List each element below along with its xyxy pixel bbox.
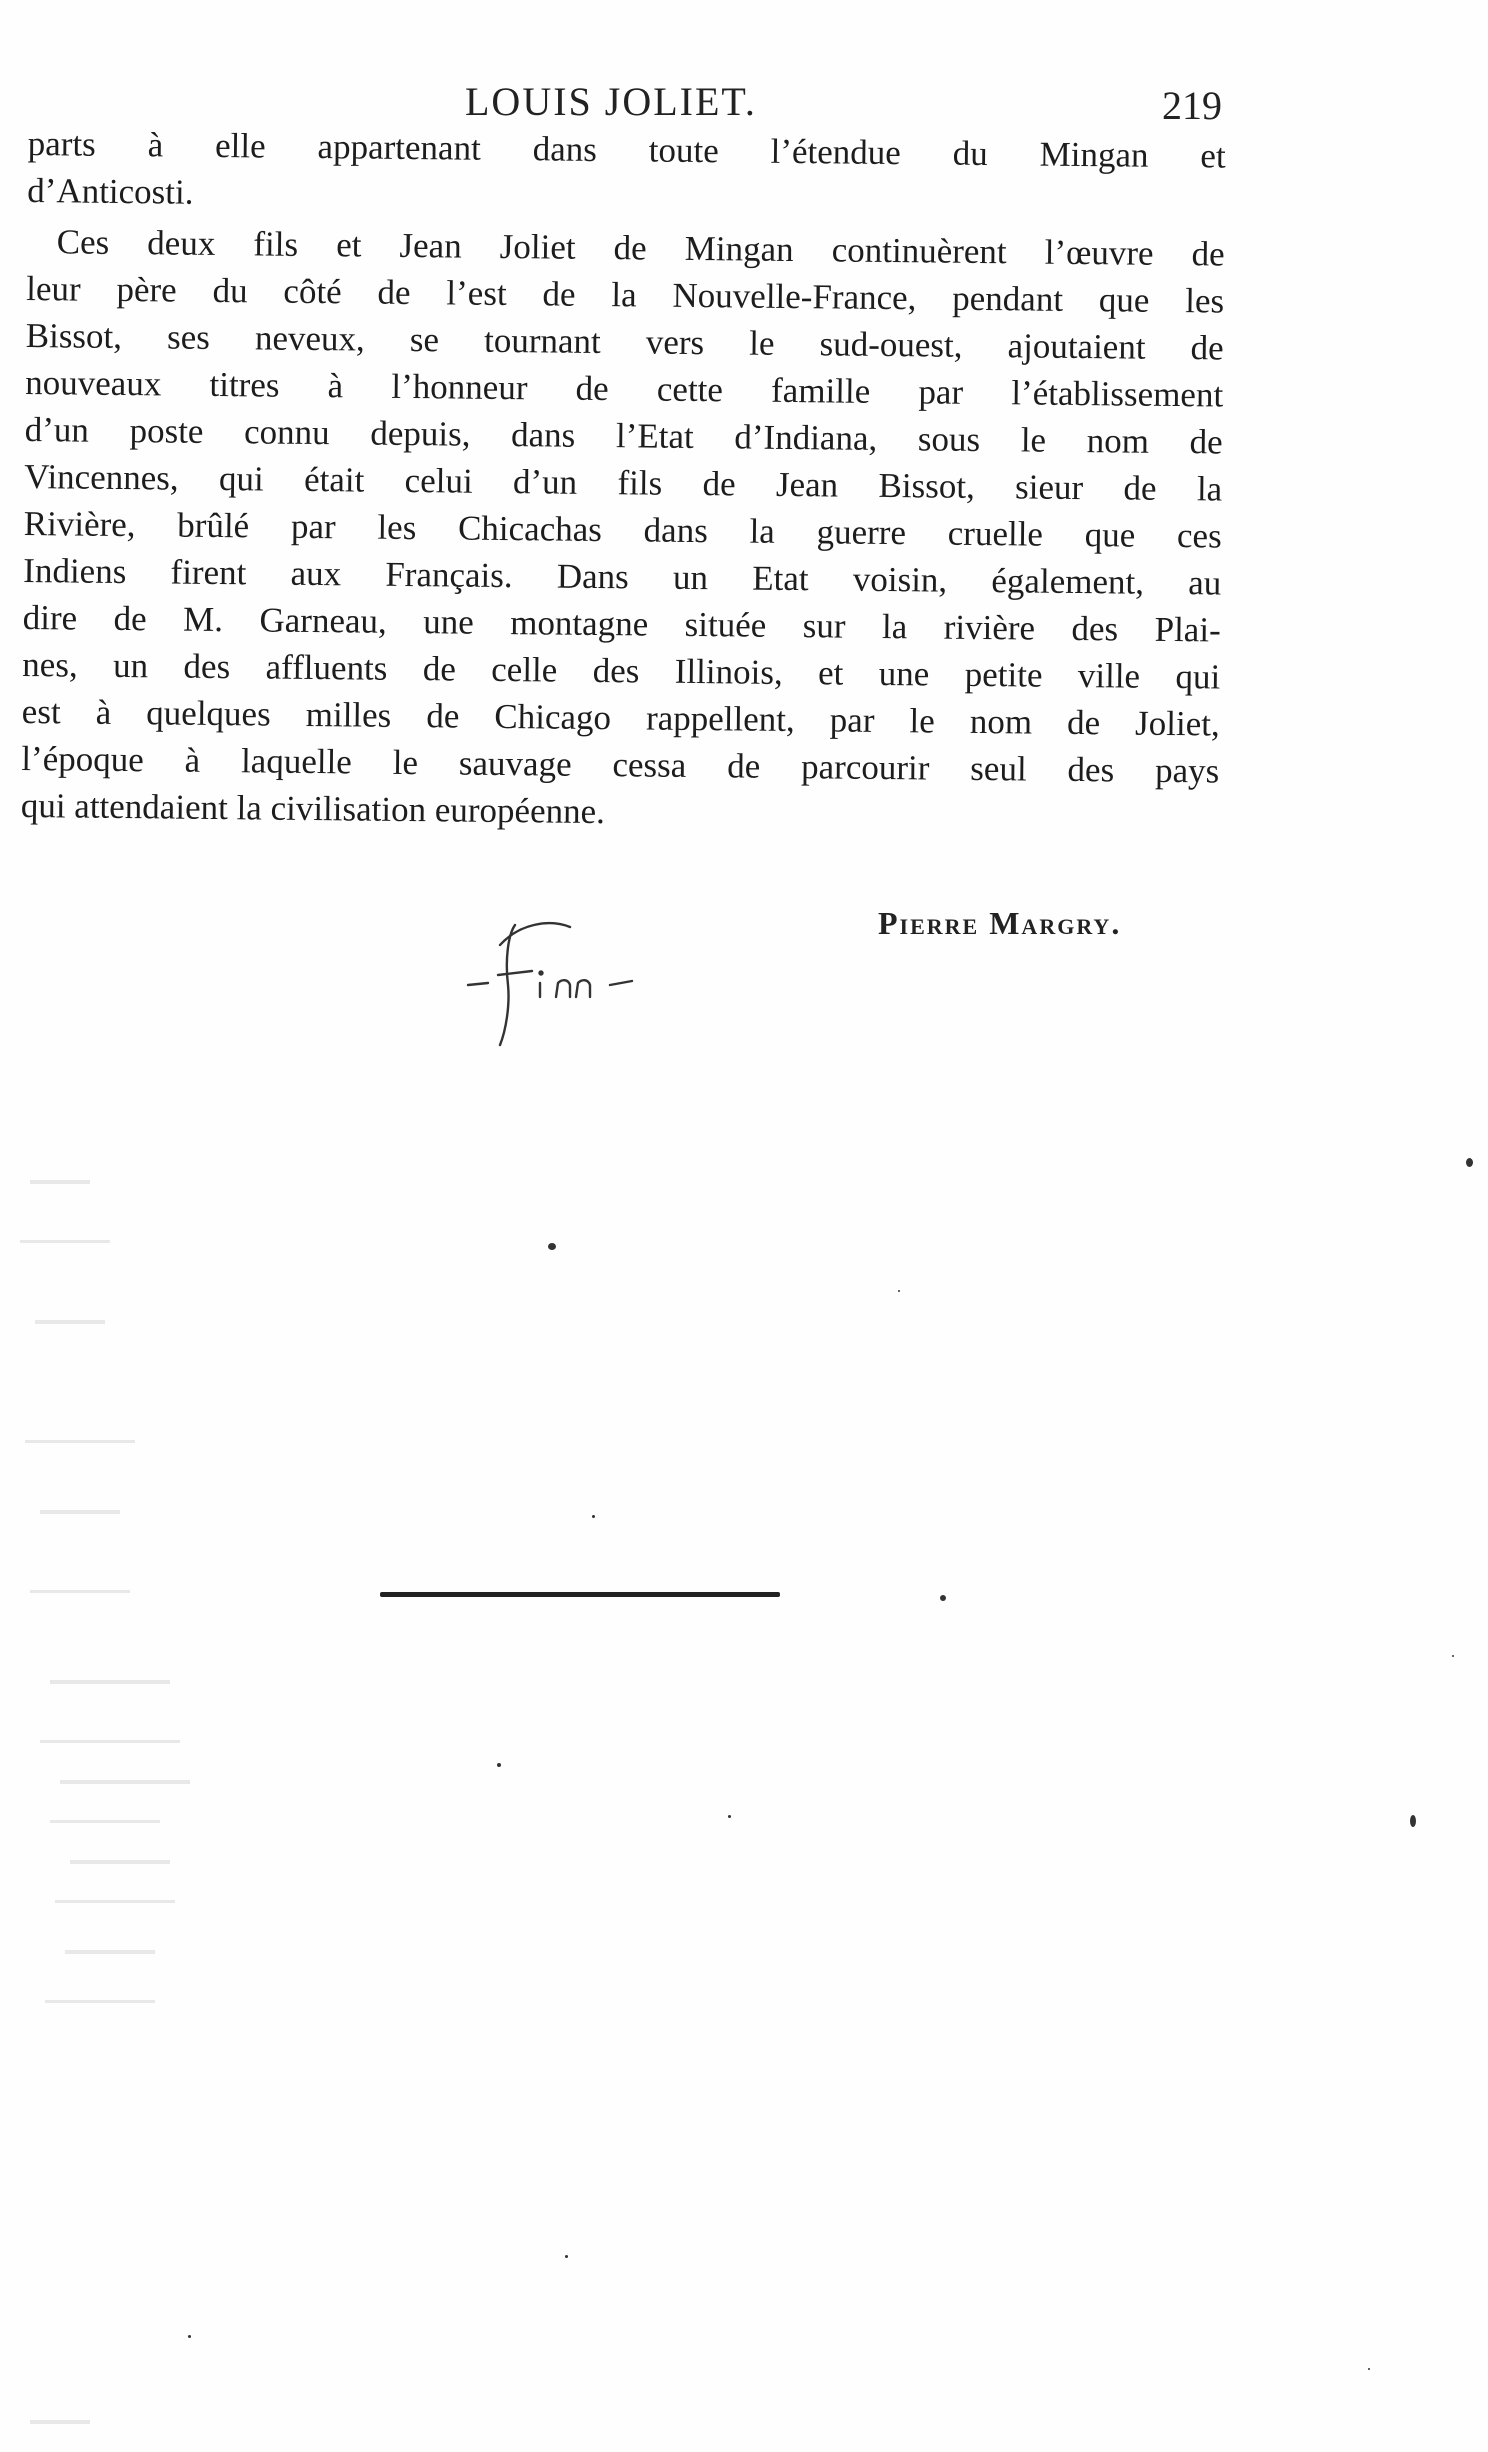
text-line: est à quelques milles de Chicago rappellent, par le nom de Joliet, — [21, 691, 1220, 744]
text-line: Indiens firent aux Français. Dans un Etat voisin, également, au — [23, 550, 1222, 603]
bleed-through-texture — [10, 1180, 210, 2430]
text-line: nes, un des affluents de celle des Illinois, et une petite ville qui — [22, 644, 1221, 697]
text-line: d’un poste connu depuis, dans l’Etat d’Indiana, sous le nom de — [24, 409, 1223, 462]
text-line: parts à elle appartenant dans toute l’étendue du Mingan et — [27, 123, 1226, 176]
text-line: Vincennes, qui était celui d’un fils de Jean Bissot, sieur de la — [24, 456, 1223, 509]
text-line: nouveaux titres à l’honneur de cette famille par l’établissement — [25, 362, 1224, 415]
text-line: Bissot, ses neveux, se tournant vers le sud-ouest, ajoutaient de — [25, 315, 1224, 368]
paragraph-2 — [21, 218, 1225, 842]
page-number: 219 — [1162, 83, 1222, 128]
print-speck — [898, 1290, 900, 1292]
author-signature: Pierre Margry. — [878, 905, 1122, 941]
print-speck — [592, 1515, 595, 1518]
handwritten-fin-mark — [460, 905, 650, 1055]
body-text — [21, 120, 1226, 846]
print-speck — [1466, 1158, 1473, 1167]
print-speck — [1368, 2368, 1370, 2370]
text-line: dire de M. Garneau, une montagne située sur la rivière des Plai- — [22, 597, 1221, 650]
text-line: leur père du côté de l’est de la Nouvelle-France, pendant que les — [26, 268, 1225, 321]
print-speck — [728, 1815, 731, 1818]
text-line: Ces deux fils et Jean Joliet de Mingan continuèrent l’œuvre de — [56, 222, 1225, 274]
print-speck — [1410, 1815, 1416, 1827]
print-speck — [940, 1595, 946, 1601]
running-title: LOUIS JOLIET. — [465, 79, 757, 124]
paragraph-1 — [27, 120, 1226, 227]
print-speck — [548, 1243, 556, 1250]
print-speck — [497, 1763, 501, 1767]
text-line: l’époque à laquelle le sauvage cessa de parcourir seul des pays — [21, 738, 1220, 791]
text-line: qui attendaient la civilisation européenne. — [20, 785, 606, 832]
end-rule — [380, 1592, 780, 1597]
print-speck — [1452, 1655, 1454, 1657]
text-line: Rivière, brûlé par les Chicachas dans la guerre cruelle que ces — [23, 503, 1222, 556]
print-speck — [565, 2255, 568, 2258]
text-line: d’Anticosti. — [27, 170, 194, 212]
